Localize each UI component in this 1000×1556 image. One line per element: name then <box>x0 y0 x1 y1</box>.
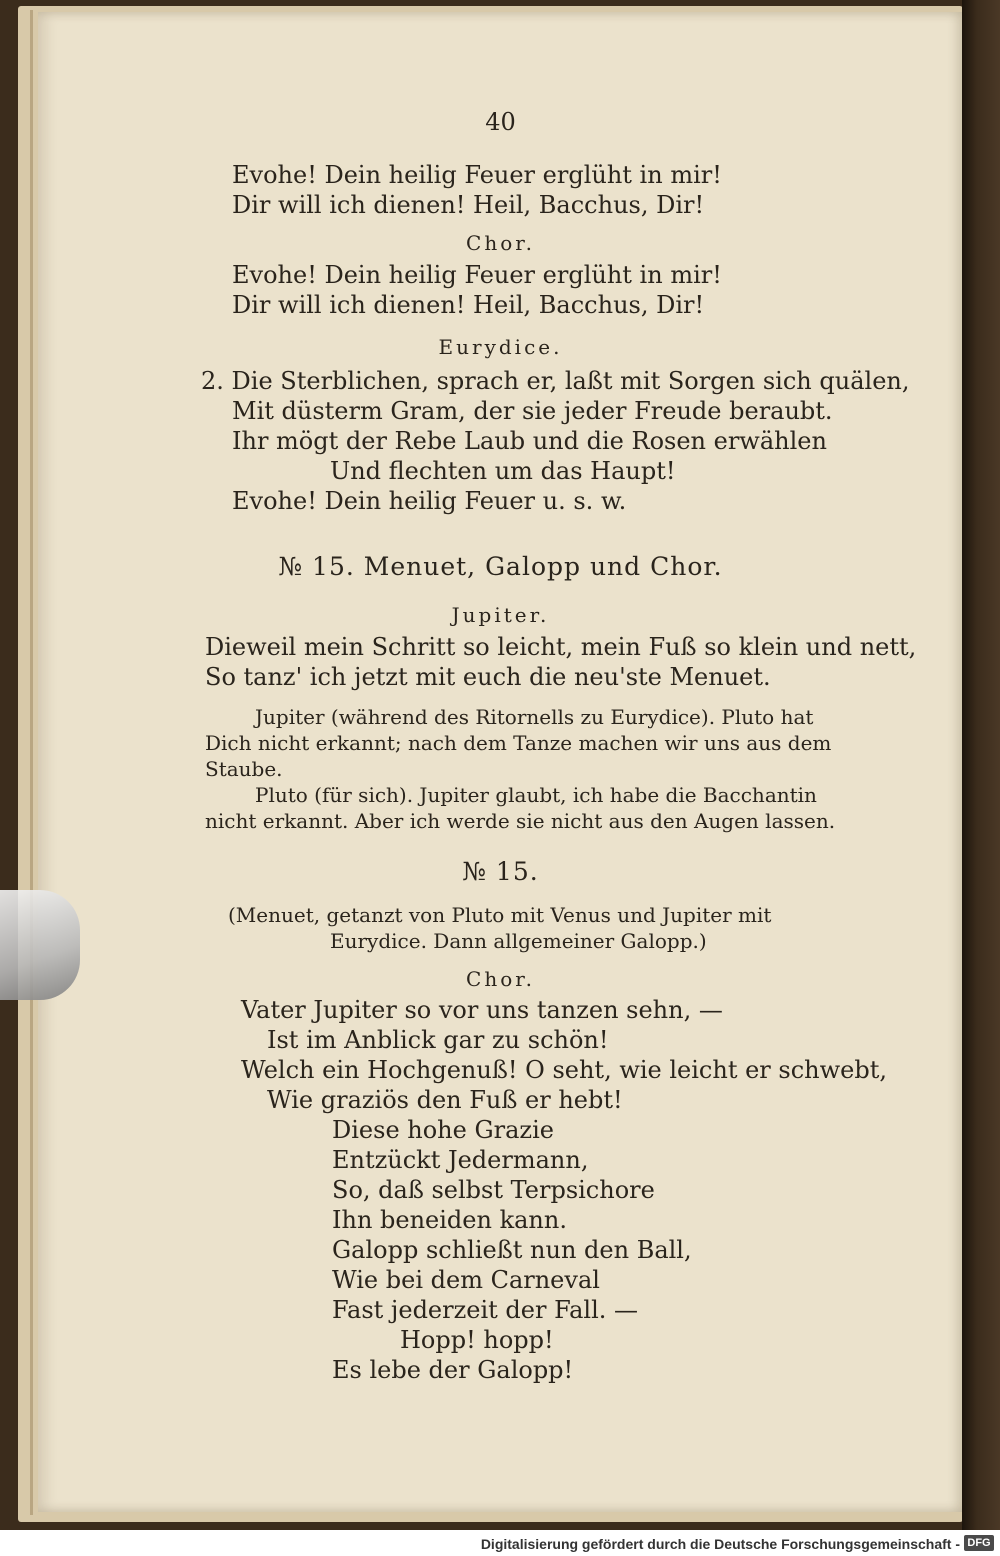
verse-line: Diese hohe Grazie <box>332 1116 554 1144</box>
speaker-label: Chor. <box>466 967 535 991</box>
verse-line: Dir will ich dienen! Heil, Bacchus, Dir! <box>232 191 705 219</box>
verse-line: Wie graziös den Fuß er hebt! <box>267 1086 623 1114</box>
section-heading: № 15. Menuet, Galopp und Chor. <box>278 552 723 581</box>
verse-line: Hopp! hopp! <box>400 1326 554 1354</box>
page-clip <box>0 890 80 1000</box>
verse-line: Dieweil mein Schritt so leicht, mein Fuß so klein und nett, <box>205 633 917 661</box>
page-content <box>38 12 963 1512</box>
verse-line: Welch ein Hochgenuß! O seht, wie leicht er schwebt, <box>241 1056 888 1084</box>
verse-line: Evohe! Dein heilig Feuer u. s. w. <box>232 487 627 515</box>
page-binding-edge <box>30 10 33 1515</box>
stage-direction: Eurydice. Dann allgemeiner Galopp.) <box>330 929 707 953</box>
verse-line: Vater Jupiter so vor uns tanzen sehn, — <box>241 996 723 1024</box>
speaker-label: Chor. <box>466 231 535 255</box>
page-number: 40 <box>485 108 516 136</box>
verse-line: Evohe! Dein heilig Feuer erglüht in mir! <box>232 261 722 289</box>
verse-line: Fast jederzeit der Fall. — <box>332 1296 639 1324</box>
verse-line: 2. Die Sterblichen, sprach er, laßt mit Sorgen sich quälen, <box>201 367 910 395</box>
verse-line: Ihn beneiden kann. <box>332 1206 567 1234</box>
verse-line: Dir will ich dienen! Heil, Bacchus, Dir! <box>232 291 705 319</box>
stage-direction: (Menuet, getanzt von Pluto mit Venus und Jupiter mit <box>228 903 772 927</box>
right-page-edge <box>962 0 1000 1530</box>
verse-line: Evohe! Dein heilig Feuer erglüht in mir! <box>232 161 722 189</box>
verse-line: Ihr mögt der Rebe Laub und die Rosen erwählen <box>232 427 827 455</box>
verse-line: Und flechten um das Haupt! <box>330 457 676 485</box>
footer-bar <box>0 1530 1000 1556</box>
stage-direction: Pluto (für sich). Jupiter glaubt, ich habe die Bacchantin <box>255 783 817 807</box>
stage-direction: Staube. <box>205 757 283 781</box>
verse-line: Ist im Anblick gar zu schön! <box>267 1026 609 1054</box>
stage-direction: Dich nicht erkannt; nach dem Tanze machen wir uns aus dem <box>205 731 832 755</box>
verse-line: Es lebe der Galopp! <box>332 1356 574 1384</box>
verse-line: So tanz' ich jetzt mit euch die neu'ste Menuet. <box>205 663 771 691</box>
stage-direction: nicht erkannt. Aber ich werde sie nicht aus den Augen lassen. <box>205 809 836 833</box>
verse-line: Galopp schließt nun den Ball, <box>332 1236 692 1264</box>
verse-line: So, daß selbst Terpsichore <box>332 1176 655 1204</box>
dfg-logo: DFG <box>964 1535 994 1551</box>
speaker-label: Eurydice. <box>438 335 563 359</box>
section-heading: № 15. <box>462 857 539 886</box>
speaker-label: Jupiter. <box>451 603 550 627</box>
verse-line: Mit düsterm Gram, der sie jeder Freude beraubt. <box>232 397 833 425</box>
stage-direction: Jupiter (während des Ritornells zu Eurydice). Pluto hat <box>255 705 814 729</box>
verse-line: Wie bei dem Carneval <box>332 1266 600 1294</box>
verse-line: Entzückt Jedermann, <box>332 1146 589 1174</box>
funding-notice: Digitalisierung gefördert durch die Deutsche Forschungsgemeinschaft - <box>480 1536 960 1552</box>
